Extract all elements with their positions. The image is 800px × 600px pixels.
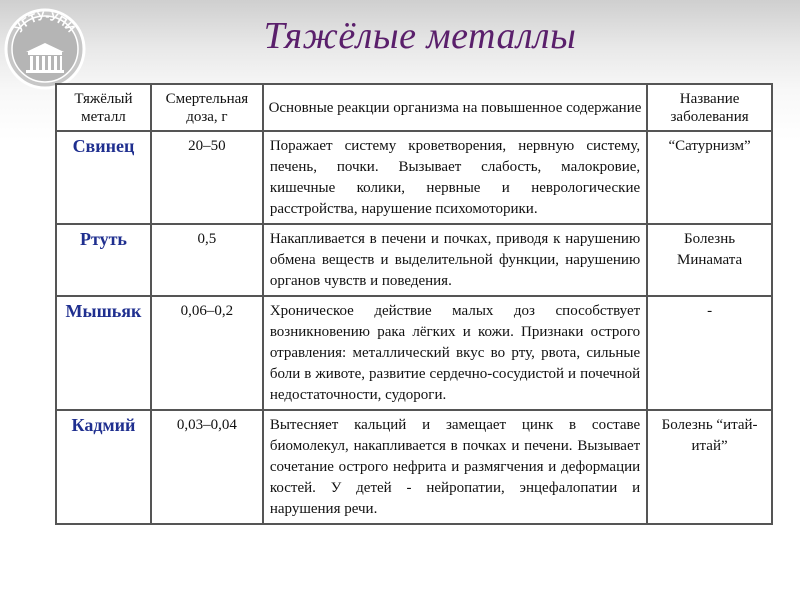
body-reaction: Вытесняет кальций и замещает цинк в составе биомолекул, накапливается в почках и печени. Вызывает сочетание острого нефрита и размягчения и деформации костей. У детей - нейропатии, энцефалопатии и нарушения речи. bbox=[263, 410, 647, 524]
body-reaction: Хроническое действие малых доз способствует возникновению рака лёгких и кожи. Признаки острого отравления: металлический вкус во рту, рвота, сильные боли в животе, развитие сердечно-сосудистой и почечной недостаточности, судороги. bbox=[263, 296, 647, 410]
body-reaction: Поражает систему кроветворения, нервную систему, печень, почки. Вызывает слабость, малокровие, кишечные колики, нервные и неврологические расстройства, нарушение психомоторики. bbox=[263, 131, 647, 224]
lethal-dose: 0,06–0,2 bbox=[151, 296, 263, 410]
body-reaction: Накапливается в печени и почках, приводя к нарушению обмена веществ и выделительной функции, нарушению органов чувств и поведения. bbox=[263, 224, 647, 296]
header-reaction: Основные реакции организма на повышенное содержание bbox=[263, 84, 647, 131]
table-row-mercury bbox=[56, 224, 772, 296]
header-dose: Смертельная доза, г bbox=[151, 84, 263, 131]
table-header-row bbox=[56, 84, 772, 131]
disease-name: Болезнь Минамата bbox=[647, 224, 772, 296]
table-row-lead bbox=[56, 131, 772, 224]
lethal-dose: 20–50 bbox=[151, 131, 263, 224]
header-metal: Тяжёлый металл bbox=[56, 84, 151, 131]
header-disease: Название заболевания bbox=[647, 84, 772, 131]
disease-name: - bbox=[647, 296, 772, 410]
disease-name: Болезнь “итай-итай” bbox=[647, 410, 772, 524]
metal-name: Ртуть bbox=[56, 224, 151, 296]
heavy-metals-table bbox=[55, 83, 773, 525]
table-row-cadmium bbox=[56, 410, 772, 524]
logo-text: УГТУ-УПИ bbox=[12, 8, 78, 36]
metal-name: Кадмий bbox=[56, 410, 151, 524]
disease-name: “Сатурнизм” bbox=[647, 131, 772, 224]
slide-title: Тяжёлые металлы bbox=[263, 15, 577, 57]
lethal-dose: 0,5 bbox=[151, 224, 263, 296]
lethal-dose: 0,03–0,04 bbox=[151, 410, 263, 524]
metal-name: Мышьяк bbox=[56, 296, 151, 410]
metal-name: Свинец bbox=[56, 131, 151, 224]
table-row-arsenic bbox=[56, 296, 772, 410]
